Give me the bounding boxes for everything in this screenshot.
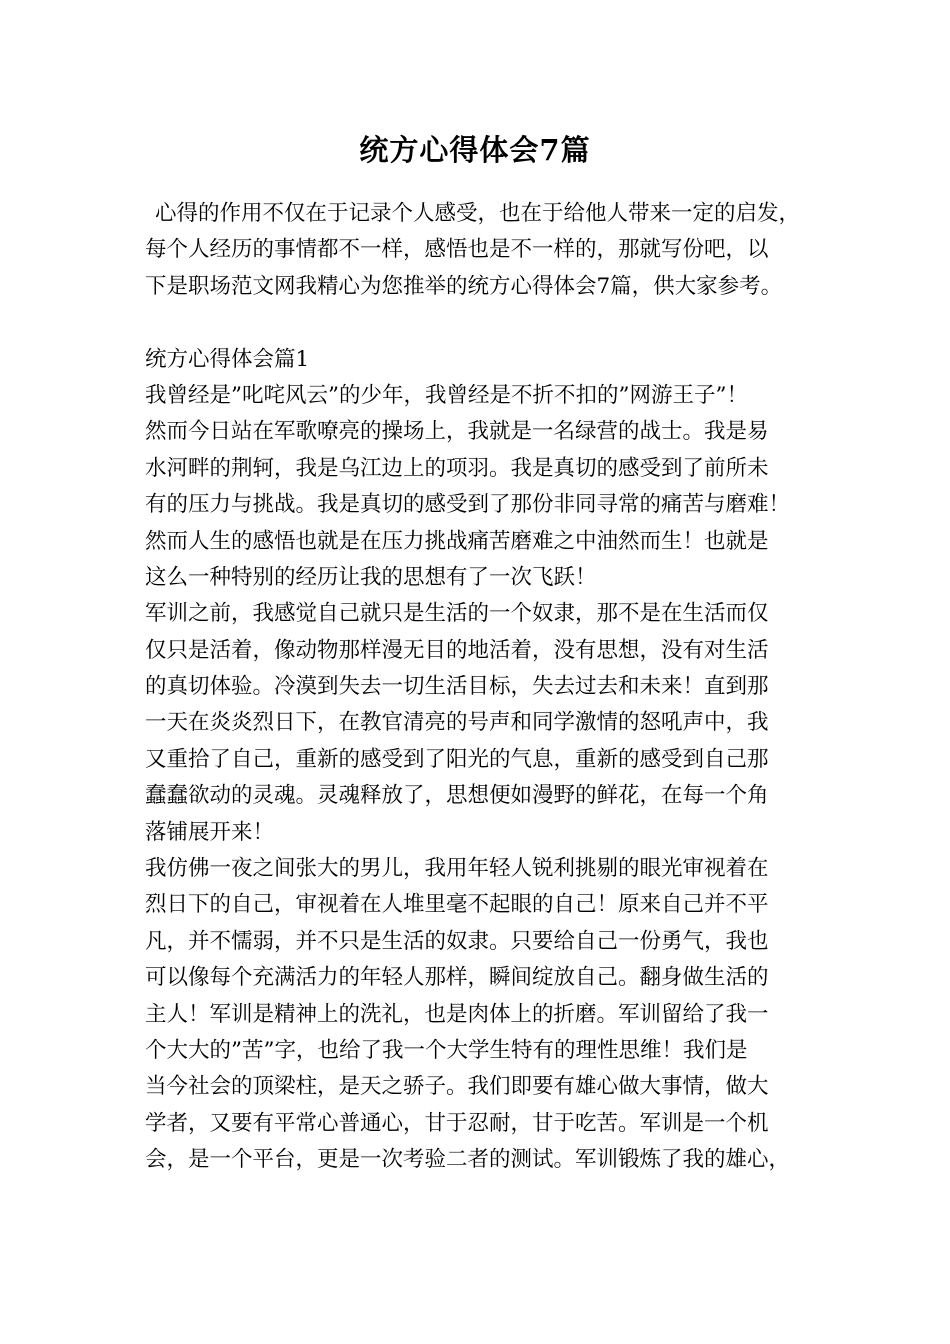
intro-line-2: 每个人经历的事情都不一样，感悟也是不一样的，那就写份吧，以 xyxy=(145,237,769,263)
section-heading: 统方心得体会篇1 xyxy=(145,346,310,372)
paragraph-line: 仅只是活着，像动物那样漫无目的地活着，没有思想，没有对生活 xyxy=(145,637,769,663)
body-paragraph-2 xyxy=(145,596,825,851)
paragraph-line: 我仿佛一夜之间张大的男儿，我用年轻人锐利挑剔的眼光审视着在 xyxy=(145,856,769,882)
paragraph-line: 当今社会的顶梁柱，是天之骄子。我们即要有雄心做大事情，做大 xyxy=(145,1074,769,1100)
paragraph-line: 的真切体验。冷漠到失去一切生活目标，失去过去和未来！直到那 xyxy=(145,674,769,700)
paragraph-line: 可以像每个充满活力的年轻人那样，瞬间绽放自己。翻身做生活的 xyxy=(145,965,769,991)
paragraph-line: 然而人生的感悟也就是在压力挑战痛苦磨难之中油然而生！也就是 xyxy=(145,528,769,554)
body-paragraph-1 xyxy=(145,378,825,596)
intro-line-3: 下是职场范文网我精心为您推举的统方心得体会7篇，供大家参考。 xyxy=(145,273,783,299)
paragraph-line: 学者，又要有平常心普通心，甘于忍耐，甘于吃苦。军训是一个机 xyxy=(145,1110,769,1136)
paragraph-line: 个大大的”苦”字，也给了我一个大学生特有的理性思维！我们是 xyxy=(145,1037,748,1063)
paragraph-line: 我曾经是”叱咤风云”的少年，我曾经是不折不扣的”网游王子”！ xyxy=(145,382,748,408)
paragraph-line: 落铺展开来！ xyxy=(145,819,275,845)
paragraph-line: 会，是一个平台，更是一次考验二者的测试。军训锻炼了我的雄心， xyxy=(145,1147,791,1173)
document-title: 统方心得体会7篇 xyxy=(359,133,591,167)
paragraph-line: 凡，并不懦弱，并不只是生活的奴隶。只要给自己一份勇气，我也 xyxy=(145,928,769,954)
document-body xyxy=(145,196,825,1179)
paragraph-line: 这么一种特别的经历让我的思想有了一次飞跃！ xyxy=(145,564,597,590)
paragraph-line: 有的压力与挑战。我是真切的感受到了那份非同寻常的痛苦与磨难！ xyxy=(145,492,791,518)
paragraph-line: 又重拾了自己，重新的感受到了阳光的气息，重新的感受到自己那 xyxy=(145,746,769,772)
paragraph-line: 然而今日站在军歌嘹亮的操场上，我就是一名绿营的战士。我是易 xyxy=(145,419,769,445)
paragraph-line: 烈日下的自己，审视着在人堆里毫不起眼的自己！原来自己并不平 xyxy=(145,892,769,918)
body-paragraph-3 xyxy=(145,851,825,1179)
paragraph-gap xyxy=(145,305,825,341)
paragraph-line: 一天在炎炎烈日下，在教官清亮的号声和同学激情的怒吼声中，我 xyxy=(145,710,769,736)
paragraph-line: 军训之前，我感觉自己就只是生活的一个奴隶，那不是在生活而仅 xyxy=(145,601,769,627)
paragraph-line: 水河畔的荆轲，我是乌江边上的项羽。我是真切的感受到了前所未 xyxy=(145,455,769,481)
paragraph-line: 主人！军训是精神上的洗礼，也是肉体上的折磨。军训留给了我一 xyxy=(145,1001,769,1027)
paragraph-line: 蠢蠢欲动的灵魂。灵魂释放了，思想便如漫野的鲜花，在每一个角 xyxy=(145,783,769,809)
intro-paragraph xyxy=(145,196,825,305)
intro-line-1: 心得的作用不仅在于记录个人感受，也在于给他人带来一定的启发， xyxy=(155,201,801,226)
